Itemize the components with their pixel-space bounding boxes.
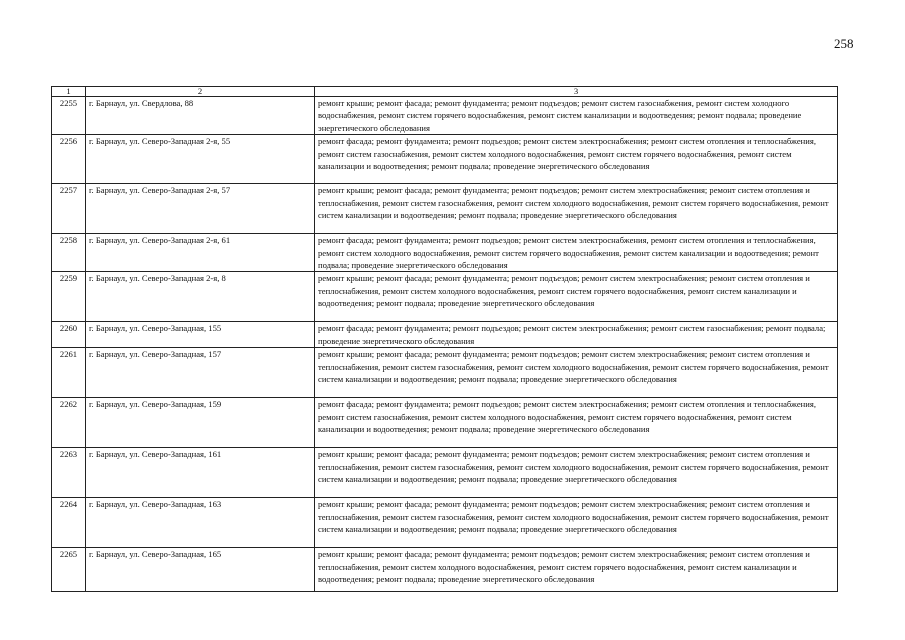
page-number: 258 (834, 36, 854, 51)
column-header: 1 (52, 87, 86, 97)
table-row (52, 135, 838, 184)
row-number: 2259 (52, 272, 86, 322)
table-row (52, 498, 838, 548)
row-number: 2263 (52, 448, 86, 498)
table-row (52, 184, 838, 234)
row-address: г. Барнаул, ул. Северо-Западная, 163 (86, 498, 315, 548)
row-works: ремонт фасада; ремонт фундамента; ремонт подъездов; ремонт систем электроснабжения; ремонт систем отопления и теплоснабжения, ремонт систем газоснабжения, ремонт систем холодного водоснабжения, ремонт систем горячего водоснабжения, ремонт систем канализации и водоотведения; ремонт подвала; проведение энергетического обследования (315, 398, 838, 448)
row-address: г. Барнаул, ул. Северо-Западная 2-я, 57 (86, 184, 315, 234)
row-address: г. Барнаул, ул. Северо-Западная, 161 (86, 448, 315, 498)
row-address: г. Барнаул, ул. Северо-Западная 2-я, 8 (86, 272, 315, 322)
row-address: г. Барнаул, ул. Северо-Западная, 157 (86, 348, 315, 398)
column-header: 3 (315, 87, 838, 97)
row-number: 2256 (52, 135, 86, 184)
table-row (52, 548, 838, 592)
row-number: 2255 (52, 97, 86, 135)
row-address: г. Барнаул, ул. Северо-Западная, 165 (86, 548, 315, 592)
row-works: ремонт крыши; ремонт фасада; ремонт фундамента; ремонт подъездов; ремонт систем электроснабжения; ремонт систем отопления и теплоснабжения, ремонт систем газоснабжения, ремонт систем холодного водоснабжения, ремонт систем горячего водоснабжения, ремонт систем канализации и водоотведения; ремонт подвала; проведение энергетического обследования (315, 184, 838, 234)
row-works: ремонт крыши; ремонт фасада; ремонт фундамента; ремонт подъездов; ремонт систем электроснабжения; ремонт систем отопления и теплоснабжения, ремонт систем газоснабжения, ремонт систем холодного водоснабжения, ремонт систем горячего водоснабжения, ремонт систем канализации и водоотведения; ремонт подвала; проведение энергетического обследования (315, 348, 838, 398)
table-row (52, 272, 838, 322)
table-row (52, 234, 838, 272)
row-address: г. Барнаул, ул. Свердлова, 88 (86, 97, 315, 135)
row-address: г. Барнаул, ул. Северо-Западная, 155 (86, 322, 315, 348)
repair-works-table (51, 86, 838, 592)
row-number: 2264 (52, 498, 86, 548)
row-address: г. Барнаул, ул. Северо-Западная 2-я, 55 (86, 135, 315, 184)
row-number: 2258 (52, 234, 86, 272)
table-header-row (52, 87, 838, 97)
row-works: ремонт крыши; ремонт фасада; ремонт фундамента; ремонт подъездов; ремонт систем электроснабжения; ремонт систем отопления и теплоснабжения, ремонт систем газоснабжения, ремонт систем холодного водоснабжения, ремонт систем горячего водоснабжения, ремонт систем канализации и водоотведения; ремонт подвала; проведение энергетического обследования (315, 498, 838, 548)
table-row (52, 97, 838, 135)
row-number: 2262 (52, 398, 86, 448)
table-row (52, 398, 838, 448)
row-number: 2265 (52, 548, 86, 592)
row-works: ремонт фасада; ремонт фундамента; ремонт подъездов; ремонт систем электроснабжения; ремонт систем отопления и теплоснабжения, ремонт систем газоснабжения, ремонт систем холодного водоснабжения, ремонт систем горячего водоснабжения, ремонт систем канализации и водоотведения; ремонт подвала; проведение энергетического обследования (315, 135, 838, 184)
row-works: ремонт крыши; ремонт фасада; ремонт фундамента; ремонт подъездов; ремонт систем электроснабжения; ремонт систем отопления и теплоснабжения, ремонт систем холодного водоснабжения, ремонт систем горячего водоснабжения, ремонт систем канализации и водоотведения; ремонт подвала; проведение энергетического обследования (315, 272, 838, 322)
row-works: ремонт крыши; ремонт фасада; ремонт фундамента; ремонт подъездов; ремонт систем электроснабжения; ремонт систем отопления и теплоснабжения, ремонт систем газоснабжения, ремонт систем холодного водоснабжения, ремонт систем горячего водоснабжения, ремонт систем канализации и водоотведения; ремонт подвала; проведение энергетического обследования (315, 448, 838, 498)
table-row (52, 348, 838, 398)
table-row (52, 448, 838, 498)
row-works: ремонт фасада; ремонт фундамента; ремонт подъездов; ремонт систем электроснабжения; ремонт систем газоснабжения; ремонт подвала; проведение энергетического обследования (315, 322, 838, 348)
row-address: г. Барнаул, ул. Северо-Западная 2-я, 61 (86, 234, 315, 272)
column-header: 2 (86, 87, 315, 97)
table-row (52, 322, 838, 348)
row-works: ремонт крыши; ремонт фасада; ремонт фундамента; ремонт подъездов; ремонт систем газоснабжения, ремонт систем холодного водоснабжения, ремонт систем горячего водоснабжения, ремонт систем канализации и водоотведения; ремонт подвала; проведение энергетического обследования (315, 97, 838, 135)
row-address: г. Барнаул, ул. Северо-Западная, 159 (86, 398, 315, 448)
row-works: ремонт фасада; ремонт фундамента; ремонт подъездов; ремонт систем электроснабжения, ремонт систем отопления и теплоснабжения, ремонт систем холодного водоснабжения, ремонт систем горячего водоснабжения, ремонт систем канализации и водоотведения; ремонт подвала; проведение энергетического обследования (315, 234, 838, 272)
row-number: 2260 (52, 322, 86, 348)
row-works: ремонт крыши; ремонт фасада; ремонт фундамента; ремонт подъездов; ремонт систем электроснабжения; ремонт систем отопления и теплоснабжения, ремонт систем холодного водоснабжения, ремонт систем горячего водоснабжения, ремонт систем канализации и водоотведения; ремонт подвала; проведение энергетического обследования (315, 548, 838, 592)
row-number: 2257 (52, 184, 86, 234)
row-number: 2261 (52, 348, 86, 398)
